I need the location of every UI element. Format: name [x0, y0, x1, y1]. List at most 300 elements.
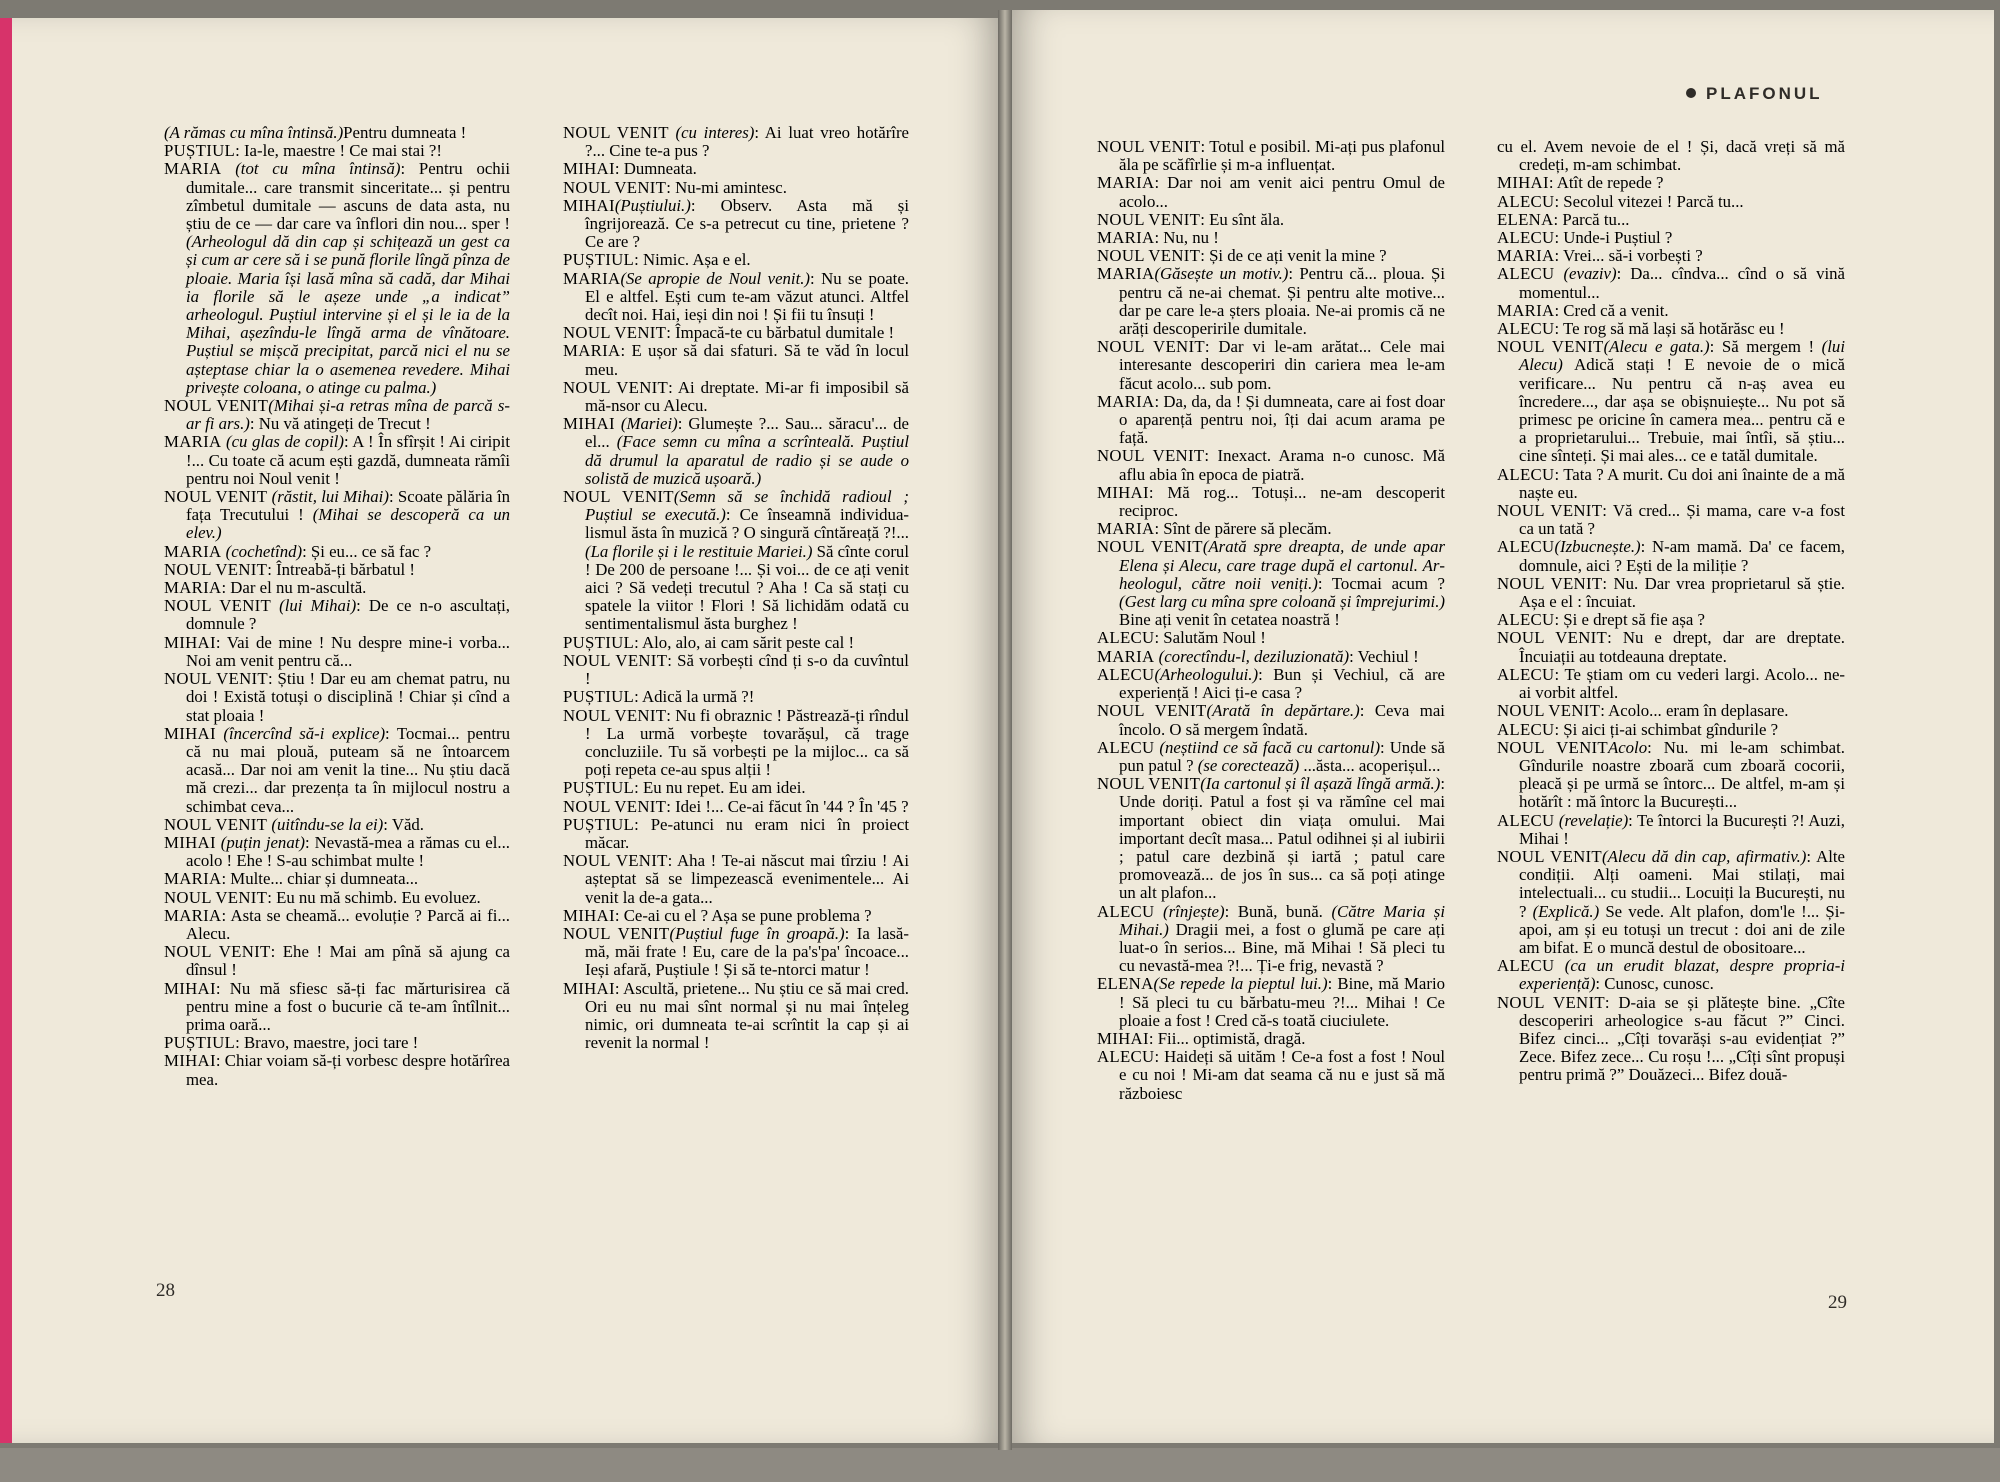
dialogue-line: [1497, 466, 1845, 502]
dialogue-text: : Alo, alo, ai cam sărit peste cal !: [634, 632, 855, 652]
dialogue-line: [164, 160, 510, 397]
dialogue-line: [1497, 502, 1845, 538]
speaker-name: NOUL VENIT: [563, 377, 669, 397]
speaker-name: NOUL VENIT: [563, 123, 669, 142]
dialogue-line: [1097, 666, 1445, 702]
speaker-name: NOUL VENIT: [1097, 537, 1203, 557]
speaker-name: NOUL VENIT: [563, 796, 667, 816]
speaker-name: ALECU: [1497, 610, 1555, 630]
dialogue-text: : Glumește ?... Sau... săracu'... de el...: [585, 414, 909, 452]
dialogue-text: Patul a fost și va rămîne cel mai important obiect din viața omului. Mai important decît masa... Patul odihnei și al iubirii ; patul care dezbină și iartă ; patul care promovează... de jos în sus... ca să poți atinge un alt plafon...: [1119, 792, 1445, 903]
text-column-2: [563, 124, 909, 1052]
dialogue-line: [1097, 265, 1445, 338]
dialogue-line: [563, 798, 909, 816]
dialogue-line: [563, 925, 909, 980]
dialogue-line: [1097, 247, 1445, 265]
stage-direction: (Se repede la pieptul lui.): [1153, 974, 1328, 994]
dialogue-text: Da' ce facem, domnule, aici ? Ești de la miliție ?: [1519, 537, 1846, 575]
dialogue-line: [1497, 229, 1845, 247]
dialogue-line: [1097, 520, 1445, 538]
dialogue-text: Dragii mei, a fost o glumă pe care ați luat-o în serios... Bine, mă Mihai ! Să pleci tu cu nevastă-mea ?!... Ți-e frig, nevastă ?: [1119, 919, 1445, 976]
book-bottom-edge: [0, 1448, 2000, 1482]
stage-direction: (Arheologul dă din cap și schițează un gest ca și cum ar cere să i se pună florile lîngă pînza de ploaie. Maria își lasă mîna să cadă, dar Mihai ia florile să le așeze unde „a indicat” arheologul. Puștiul intervine și el și le ia de la Mihai, așezîndu-le lîngă arma de vînătoare. Puștiul se mișcă precipitat, parcă nici el nu se așteptase chiar la o asemenea revedere. Mihai privește coloana, o atinge cu palma.): [186, 232, 510, 397]
dialogue-text: : Ce-ai cu el ? Așa se pune problema ?: [614, 905, 872, 925]
dialogue-text: : Dar noi am venit aici pentru Omul de acolo...: [1119, 173, 1445, 211]
dialogue-line: [1497, 721, 1845, 739]
dialogue-text: Ce are ?: [585, 232, 640, 252]
speaker-name: PUȘTIUL: [563, 250, 635, 270]
speaker-name: MARIA: [1097, 228, 1155, 248]
speaker-name: NOUL VENIT: [1097, 337, 1205, 357]
dialogue-text: : Tata ? A murit. Cu doi ani înainte de a mă naște eu.: [1519, 464, 1845, 502]
dialogue-text: : Vrei... să-i vorbești ?: [1554, 246, 1703, 266]
speaker-name: ALECU: [1497, 537, 1555, 557]
speaker-name: NOUL VENIT: [164, 669, 268, 689]
dialogue-line: [164, 1034, 510, 1052]
stage-direction: (Se apropie de Noul venit.): [620, 268, 811, 288]
dialogue-line: [563, 124, 909, 160]
dialogue-text: : Asta se cheamă... evoluție ? Parcă ai fi... Alecu.: [186, 905, 510, 943]
dialogue-line: [563, 707, 909, 780]
speaker-name: NOUL VENIT: [1497, 573, 1603, 593]
dialogue-line: [563, 907, 909, 925]
dialogue-line: [164, 597, 510, 633]
dialogue-line: [563, 634, 909, 652]
dialogue-line: [1497, 629, 1845, 665]
dialogue-text: ...ăsta... acoperișul...: [1299, 755, 1441, 775]
speaker-name: NOUL VENIT: [1097, 137, 1201, 156]
dialogue-line: [1497, 611, 1845, 629]
speaker-name: MARIA: [1097, 646, 1155, 666]
dialogue-line: [164, 725, 510, 816]
page-number-left: 28: [156, 1280, 175, 1301]
dialogue-line: [1497, 247, 1845, 265]
dialogue-line: [1497, 174, 1845, 192]
speaker-name: ALECU: [1097, 628, 1155, 648]
speaker-name: MIHAI: [164, 632, 216, 652]
dialogue-text: Aici ți-e casa ?: [1201, 683, 1303, 703]
dialogue-text: : Dumneata.: [614, 159, 697, 179]
dialogue-text: : Da... cîndva... cînd o să vină momentul...: [1519, 264, 1845, 302]
speaker-name: NOUL VENIT: [164, 596, 272, 616]
speaker-name: PUȘTIUL: [563, 687, 635, 707]
speaker-name: ALECU: [1097, 1047, 1155, 1067]
dialogue-line: [1097, 775, 1445, 902]
dialogue-text: : Alte condiții. Alți oameni. Mai stilați, mai intelectuali... cu studii... Locuiți la București, nu ?: [1519, 846, 1845, 921]
dialogue-line: [1097, 903, 1445, 976]
speaker-name: MIHAI: [164, 832, 216, 852]
text-column-4: [1497, 138, 1845, 1085]
running-head: [1686, 84, 1823, 104]
speaker-name: NOUL VENIT: [164, 396, 269, 416]
dialogue-line: [1097, 739, 1445, 775]
dialogue-text: mi le-am schimbat. Gîndurile noastre zboară cum zboară cocorii, pleacă și pe urmă se întorc... De altfel, m-am și hotărît : mă întorc la București...: [1519, 737, 1845, 812]
speaker-name: NOUL VENIT: [1097, 774, 1201, 794]
dialogue-text: : Ia lasă-mă, măi frate ! Eu, care de la pa's'pa' încoace... Ieși afară, Puștiule !: [585, 923, 909, 980]
dialogue-line: [1097, 629, 1445, 647]
dialogue-text: : Văd.: [383, 814, 424, 834]
dialogue-line: [164, 561, 510, 579]
stage-direction: (Gest larg cu mîna spre coloană și împrejurimi.): [1119, 592, 1445, 612]
dialogue-text: : Inexact. Arama n-o cunosc. Mă aflu abia în epoca de piatră.: [1119, 446, 1445, 484]
speaker-name: MARIA: [164, 541, 222, 561]
stage-direction: (uitîndu-se la ei): [267, 814, 384, 834]
dialogue-text: Adică stați ! E nevoie de o mică verificare... Nu pentru că n-aș avea eu încredere..., dar așa se obișnuiește... Nu pot să primesc pe oricine în camera mea... pentru că e a proprietarului... Trebuie, mai întîi, să știu... cine sînteți. Și mai ales...: [1519, 355, 1845, 466]
stage-direction: (revelație): [1554, 810, 1629, 830]
dialogue-text: : Atît de repede ?: [1548, 173, 1664, 193]
dialogue-text: : De ce n-o ascultați, domnule ?: [186, 596, 510, 634]
speaker-name: ALECU: [1497, 264, 1555, 284]
dialogue-line: [1097, 211, 1445, 229]
dialogue-text: O să mergem îndată.: [1169, 719, 1308, 739]
dialogue-text: : Mă rog... Totuși... ne-am descoperit reciproc.: [1119, 482, 1445, 521]
dialogue-text: Să cînte corul ! De 200 de persoane !... Și voi... de ce ați venit aici ? Să vedeți trecutul ? Aha ! Ca să stați cu spatele la viitor !: [585, 541, 909, 616]
speaker-name: NOUL VENIT: [1497, 846, 1602, 866]
dialogue-text: : Secolul vitezei ! Parcă tu...: [1554, 191, 1744, 211]
stage-direction: (neștiind ce să facă cu cartonul): [1154, 737, 1381, 757]
speaker-name: ALECU: [1497, 319, 1555, 339]
stage-direction: (se corectează): [1197, 755, 1300, 775]
dialogue-text: : Nu, nu !: [1154, 228, 1219, 248]
dialogue-line: [1497, 666, 1845, 702]
dialogue-line: [1097, 138, 1445, 174]
speaker-name: NOUL VENIT: [164, 942, 271, 962]
dialogue-line: [1097, 702, 1445, 738]
dialogue-line: [1497, 538, 1845, 574]
speaker-name: MIHAI: [164, 723, 216, 743]
dialogue-line: [164, 889, 510, 907]
speaker-name: MIHAI: [1497, 173, 1549, 193]
dialogue-line: [164, 124, 510, 142]
stage-direction: (Arată în depărtare.): [1206, 701, 1360, 721]
dialogue-text: : Unde să pun patul ?: [1119, 737, 1445, 775]
dialogue-text: : Tocmai... pentru că nu mai plouă, puteam să ne întoarcem acasă... Dar noi am venit la tine... Nu știu dacă mă crezi... dar prezența ta în mijlocul nostru a schimbat ceva...: [186, 723, 510, 816]
dialogue-line: [1497, 994, 1845, 1085]
dialogue-text: Pentru dumneata !: [343, 123, 467, 142]
dialogue-text: : Ia-le, maestre ! Ce mai stai ?!: [235, 141, 442, 161]
dialogue-text: : Să vorbești cînd ți s-o da cuvîntul !: [585, 650, 909, 689]
speaker-name: NOUL VENIT: [563, 650, 668, 670]
stage-direction: (Explică.): [1532, 901, 1600, 921]
dialogue-text: : Tocmai acum ?: [1317, 573, 1445, 593]
dialogue-text: : Pentru ochii dumitale... care transmit sinceritate... și pentru zîmbetul dumitale — ascuns de data asta, nu știu de ce — dar care va înflori din nou... sper !: [186, 159, 511, 234]
dialogue-line: [164, 907, 510, 943]
dialogue-line: [1497, 302, 1845, 320]
stage-direction: (Alecu e gata.): [1603, 337, 1710, 357]
speaker-name: NOUL VENIT: [1497, 337, 1604, 357]
dialogue-line: [563, 270, 909, 325]
speaker-name: MARIA: [563, 268, 621, 288]
dialogue-line: [164, 142, 510, 160]
dialogue-text: Ce ploaie a fost ! Cred că-s toată ciuciulete.: [1119, 992, 1445, 1030]
dialogue-line: [563, 779, 909, 797]
dialogue-line: [1097, 447, 1445, 483]
dialogue-line: [1097, 393, 1445, 448]
stage-direction: (Arată spre dreapta, de unde apar Elena și Alecu, care trage după el cartonul. Arheologul, către noii veniți.): [1119, 537, 1445, 593]
speaker-name: MARIA: [164, 159, 222, 179]
dialogue-text: : Te rog să mă lași să hotărăsc eu !: [1554, 319, 1785, 339]
dialogue-line: [1497, 848, 1845, 957]
stage-direction: (ca un erudit blazat, despre propria-i experiență): [1519, 956, 1845, 994]
dialogue-text: : Parcă tu...: [1553, 209, 1630, 229]
dialogue-text: : Totul e posibil. Mi-ați pus plafonul ăla pe scăfîrlie și m-a influențat.: [1119, 137, 1445, 175]
dialogue-text: : Și de ce ați venit la mine ?: [1200, 246, 1387, 266]
stage-direction: (cu interes): [668, 123, 755, 142]
speaker-name: NOUL VENIT: [164, 887, 268, 907]
dialogue-text: : Ehe ! Mai am pînă să ajung ca dînsul !: [186, 942, 510, 980]
dialogue-line: [1097, 229, 1445, 247]
stage-direction: (cochetînd): [221, 541, 303, 561]
dialogue-line: [563, 160, 909, 178]
speaker-name: PUȘTIUL: [164, 1033, 236, 1053]
dialogue-text: : Știu ! Dar eu am chemat patru, nu doi ! Există totuși o disciplină ! Chiar și cînd a stat ploaia !: [186, 669, 510, 725]
speaker-name: MARIA: [164, 869, 222, 889]
stage-direction: (La florile și i le restituie Mariei.): [585, 541, 813, 561]
dialogue-line: [563, 652, 909, 688]
dialogue-line: [1497, 338, 1845, 465]
speaker-name: MARIA: [563, 341, 621, 361]
dialogue-text: : Și aici ți-ai schimbat gîndurile ?: [1554, 719, 1779, 739]
dialogue-line: [1497, 812, 1845, 848]
dialogue-text: : Nu.: [1647, 737, 1701, 757]
dialogue-line: [563, 852, 909, 907]
speaker-name: ALECU: [1497, 719, 1555, 739]
speaker-name: ALECU: [1497, 191, 1555, 211]
dialogue-line: [1097, 1030, 1445, 1048]
dialogue-text: : Da, da, da ! Și dumneata, care ai fost doar o aparență pentru noi, îți dai acum arama pe față.: [1119, 391, 1445, 448]
dialogue-line: [164, 488, 510, 543]
stage-direction: (Alecu dă din cap, afirmativ.): [1601, 846, 1807, 866]
speaker-name: NOUL VENIT: [164, 559, 268, 579]
speaker-name: MIHAI: [563, 978, 615, 998]
dialogue-text: : Acolo... eram în deplasare.: [1600, 701, 1789, 721]
stage-direction: (Arheologului.): [1154, 664, 1259, 684]
dialogue-text: : Întreabă-ți bărbatul !: [267, 559, 415, 579]
speaker-name: ELENA: [1497, 209, 1554, 229]
dialogue-text: : Unde doriți.: [1119, 774, 1445, 812]
dialogue-text: : Nu. Dar vrea proprietarul să știe. Așa e el : încuiat.: [1519, 573, 1845, 612]
dialogue-line: [1497, 138, 1845, 174]
stage-direction: (Puștiul fuge în groapă.): [669, 923, 845, 943]
speaker-name: MARIA: [164, 905, 222, 925]
dialogue-line: [1097, 975, 1445, 1030]
dialogue-line: [563, 324, 909, 342]
speaker-name: ELENA: [1097, 974, 1154, 994]
dialogue-text: : Chiar voiam să-ți vorbesc despre hotărîrea mea.: [186, 1051, 510, 1089]
dialogue-text: : Aha ! Te-ai născut mai tîrziu ! Ai așteptat să se limpezească evenimentele... Ai venit la de-a gata...: [585, 851, 909, 907]
stage-direction: (Izbucnește.): [1554, 537, 1641, 557]
text-column-1: [164, 124, 510, 1089]
dialogue-text: : Te întorci la București ?! Auzi, Mihai !: [1519, 810, 1846, 848]
speaker-name: MIHAI: [563, 905, 615, 925]
dialogue-text: : Adică la urmă ?!: [634, 687, 755, 707]
dialogue-text: : Vai de mine ! Nu despre mine-i vorba... Noi am venit pentru că...: [186, 632, 510, 670]
dialogue-text: Flori ! Să lichidăm odată cu sentimentalismul ăsta burghez !: [585, 596, 909, 634]
dialogue-line: [1497, 739, 1845, 812]
speaker-name: MARIA: [1497, 246, 1555, 266]
speaker-name: MARIA: [164, 432, 222, 452]
stage-direction: (Către Maria și Mihai.): [1119, 901, 1446, 939]
stage-direction: (puțin jenat): [215, 832, 305, 852]
dialogue-text: : Unde-i Puștiul ?: [1554, 228, 1673, 248]
dialogue-text: : Nu fi obraznic ! Păstrează-ți rîndul ! La urmă vorbește tovarășul, că trage concluziile. Tu să vorbești pe la mijloc... ca să poți repeta ce-au spus alții !: [585, 705, 909, 780]
dialogue-text: : Pentru că... ploua. Și pentru că ne-ai chemat. Și pentru alte motive... dar pe care le-a șters ploaia.: [1119, 264, 1445, 320]
dialogue-line: [563, 197, 909, 252]
dialogue-text: : Nu mă sfiesc să-ți fac mărturisirea că pentru mine a fost o bucurie că te-am întîlnit... prima oară...: [186, 978, 510, 1034]
speaker-name: ALECU: [1097, 901, 1155, 921]
dialogue-line: [1497, 193, 1845, 211]
dialogue-line: [1097, 1048, 1445, 1103]
dialogue-line: [164, 670, 510, 725]
dialogue-line: [164, 1052, 510, 1088]
dialogue-text: : Nu vă atingeți de Trecut !: [249, 414, 431, 434]
stage-direction: (Mihai și-a retras mîna de parcă s-ar fi ars.): [186, 396, 510, 434]
speaker-name: MIHAI: [164, 1051, 216, 1071]
dialogue-text: : Idei !... Ce-ai făcut în '44 ? În '45 ?: [666, 796, 909, 816]
speaker-name: ALECU: [1497, 464, 1555, 484]
dialogue-line: [164, 634, 510, 670]
stage-direction: (Face semn cu mîna a scrînteală. Puștiul dă drumul la aparatul de radio și se aude o solistă de muzică ușoară.): [585, 432, 909, 488]
speaker-name: MARIA: [1097, 391, 1155, 411]
stage-direction: (tot cu mîna întinsă): [221, 159, 401, 179]
page-number-right: 29: [1828, 1292, 1847, 1313]
dialogue-line: [563, 688, 909, 706]
dialogue-line: [164, 980, 510, 1035]
dialogue-line: [563, 179, 909, 197]
dialogue-line: [164, 816, 510, 834]
speaker-name: PUȘTIUL: [563, 814, 635, 834]
speaker-name: NOUL VENIT: [1097, 701, 1207, 721]
dialogue-text: : Și e drept să fie așa ?: [1554, 610, 1705, 630]
dialogue-text: Ești cum te-am văzut atunci. Altfel decît noi. Hai, ieși din noi ! Și fii tu însuți !: [585, 286, 909, 325]
speaker-name: MARIA: [1097, 173, 1155, 193]
dialogue-line: [1097, 338, 1445, 393]
dialogue-text: : Haideți să uităm ! Ce-a fost a fost ! Noul e cu noi ! Mi-am dat seama că nu e just să mă războiesc: [1119, 1047, 1445, 1103]
speaker-name: ALECU: [1097, 737, 1155, 757]
speaker-name: MIHAI: [164, 978, 216, 998]
speaker-name: MARIA: [1097, 519, 1155, 539]
speaker-name: NOUL VENIT: [563, 851, 668, 871]
dialogue-line: [1497, 957, 1845, 993]
speaker-name: NOUL VENIT: [164, 814, 268, 834]
dialogue-line: [563, 251, 909, 269]
dialogue-line: [563, 342, 909, 378]
dialogue-text: : Pe-atunci nu eram nici în proiect măcar.: [585, 814, 909, 852]
dialogue-text: : Eu nu repet. Eu am idei.: [634, 778, 806, 798]
speaker-name: NOUL VENIT: [1497, 501, 1603, 521]
dialogue-line: [1097, 174, 1445, 210]
speaker-name: NOUL VENIT: [1497, 628, 1608, 648]
stage-direction: (Mariei): [614, 414, 678, 434]
speaker-name: NOUL VENIT: [1497, 737, 1608, 757]
dialogue-text: : Nu e drept, dar are dreptate. Încuiații au totdeauna dreptate.: [1519, 628, 1845, 666]
speaker-name: NOUL VENIT: [563, 323, 667, 343]
speaker-name: MARIA: [164, 578, 222, 598]
dialogue-text: : Bine, mă Mario ! Să pleci tu cu bărbatu-meu ?!... Mihai !: [1119, 974, 1446, 1012]
stage-direction: Acolo: [1607, 737, 1648, 757]
dialogue-text: : Dar vi le-am arătat... Cele mai interesante descoperiri din cariera mea le-am făcut acolo... sub pom.: [1119, 337, 1445, 393]
speaker-name: MARIA: [1097, 264, 1155, 284]
dialogue-text: : Cred că a venit.: [1554, 300, 1669, 320]
speaker-name: ALECU: [1497, 228, 1555, 248]
speaker-name: NOUL VENIT: [1497, 701, 1601, 721]
dialogue-text: : Multe... chiar și dumneata...: [221, 869, 419, 889]
dialogue-text: : Salutăm Noul !: [1154, 628, 1266, 648]
speaker-name: NOUL VENIT: [563, 177, 667, 197]
bullet-icon: [1686, 88, 1696, 98]
dialogue-line: [164, 943, 510, 979]
speaker-name: MIHAI: [563, 195, 615, 215]
speaker-name: NOUL VENIT: [563, 923, 670, 943]
dialogue-text: : Eu nu mă schimb. Eu evoluez.: [267, 887, 481, 907]
dialogue-text: : Ascultă, prietene... Nu știu ce să mai cred. Ori eu nu mai sînt normal și nu mai înțeleg nimic, ori dumneata te-ai scrîntit la cap și ai revenit la normal !: [585, 978, 909, 1053]
dialogue-text: ce e tatăl dumitale.: [1690, 446, 1818, 466]
dialogue-line: [563, 816, 909, 852]
speaker-name: ALECU: [1097, 664, 1155, 684]
text-column-3: [1097, 138, 1445, 1103]
speaker-name: MIHAI: [563, 159, 615, 179]
dialogue-text: : Ai luat vreo hotărîre ?... Cine te-a pus ?: [585, 123, 909, 161]
dialogue-text: : Bravo, maestre, joci tare !: [235, 1033, 419, 1053]
speaker-name: NOUL VENIT: [1497, 992, 1605, 1012]
dialogue-text: E o muncă destul de obositoare...: [1582, 937, 1806, 957]
dialogue-text: : Nevastă-mea a rămas cu el... acolo ! Ehe ! S-au schimbat multe !: [186, 832, 510, 871]
book-gutter: [998, 10, 1012, 1450]
dialogue-line: [1097, 538, 1445, 629]
dialogue-text: : Nu se poate. El e altfel.: [585, 268, 909, 306]
dialogue-text: Se vede. Alt plafon, dom'le !... Și-apoi, am și eu totuși un trecut : doi ani de zile am bifat.: [1519, 901, 1845, 957]
dialogue-text: : Cunosc, cunosc.: [1595, 974, 1714, 994]
dialogue-line: [1097, 484, 1445, 520]
dialogue-text: Și să te-ntorci matur !: [723, 960, 870, 980]
dialogue-line: [1497, 575, 1845, 611]
speaker-name: ALECU: [1497, 956, 1555, 976]
dialogue-line: [1497, 320, 1845, 338]
stage-direction: (Găsește un motiv.): [1154, 264, 1289, 284]
dialogue-line: [164, 433, 510, 488]
stage-direction: (Puștiului.): [614, 195, 691, 215]
dialogue-text: : Și eu... ce să fac ?: [302, 541, 432, 561]
dialogue-line: [164, 579, 510, 597]
dialogue-text: : Bună, bună.: [1224, 901, 1332, 921]
dialogue-text: : Ceva mai încolo.: [1119, 701, 1445, 739]
speaker-name: NOUL VENIT: [563, 705, 667, 725]
speaker-name: PUȘTIUL: [164, 141, 236, 161]
dialogue-line: [164, 870, 510, 888]
dialogue-line: [563, 488, 909, 634]
speaker-name: MIHAI: [563, 414, 615, 434]
stage-direction: (răstit, lui Mihai): [267, 487, 389, 507]
stage-direction: (evaziv): [1554, 264, 1617, 284]
dialogue-text: : Te știam om cu vederi largi. Acolo... ne-ai vorbit altfel.: [1519, 664, 1845, 703]
speaker-name: MIHAI: [1097, 1028, 1149, 1048]
stage-direction: (cu glas de copil): [221, 432, 344, 452]
speaker-name: NOUL VENIT: [1097, 246, 1201, 266]
dialogue-text: : Ai dreptate. Mi-ar fi imposibil să mă-nsor cu Alecu.: [585, 377, 909, 416]
speaker-name: NOUL VENIT: [1097, 446, 1205, 466]
dialogue-text: : E ușor să dai sfaturi. Să te văd în locul meu.: [585, 341, 909, 379]
dialogue-text: : Observ. Asta mă și îngrijorează. Ce s-a petrecut cu tine, prietene ?: [585, 195, 909, 234]
stage-direction: (rînjește): [1154, 901, 1225, 921]
dialogue-line: [563, 379, 909, 415]
dialogue-line: [563, 980, 909, 1053]
stage-direction: (Mihai se descoperă ca un elev.): [186, 505, 510, 543]
stage-direction: (încercînd să-i explice): [215, 723, 386, 743]
dialogue-line: [1497, 211, 1845, 229]
dialogue-text: cu el. Avem nevoie de el ! Și, dacă vreți să mă credeți, m-am schimbat.: [1497, 137, 1845, 175]
speaker-name: PUȘTIUL: [563, 632, 635, 652]
dialogue-line: [164, 834, 510, 870]
